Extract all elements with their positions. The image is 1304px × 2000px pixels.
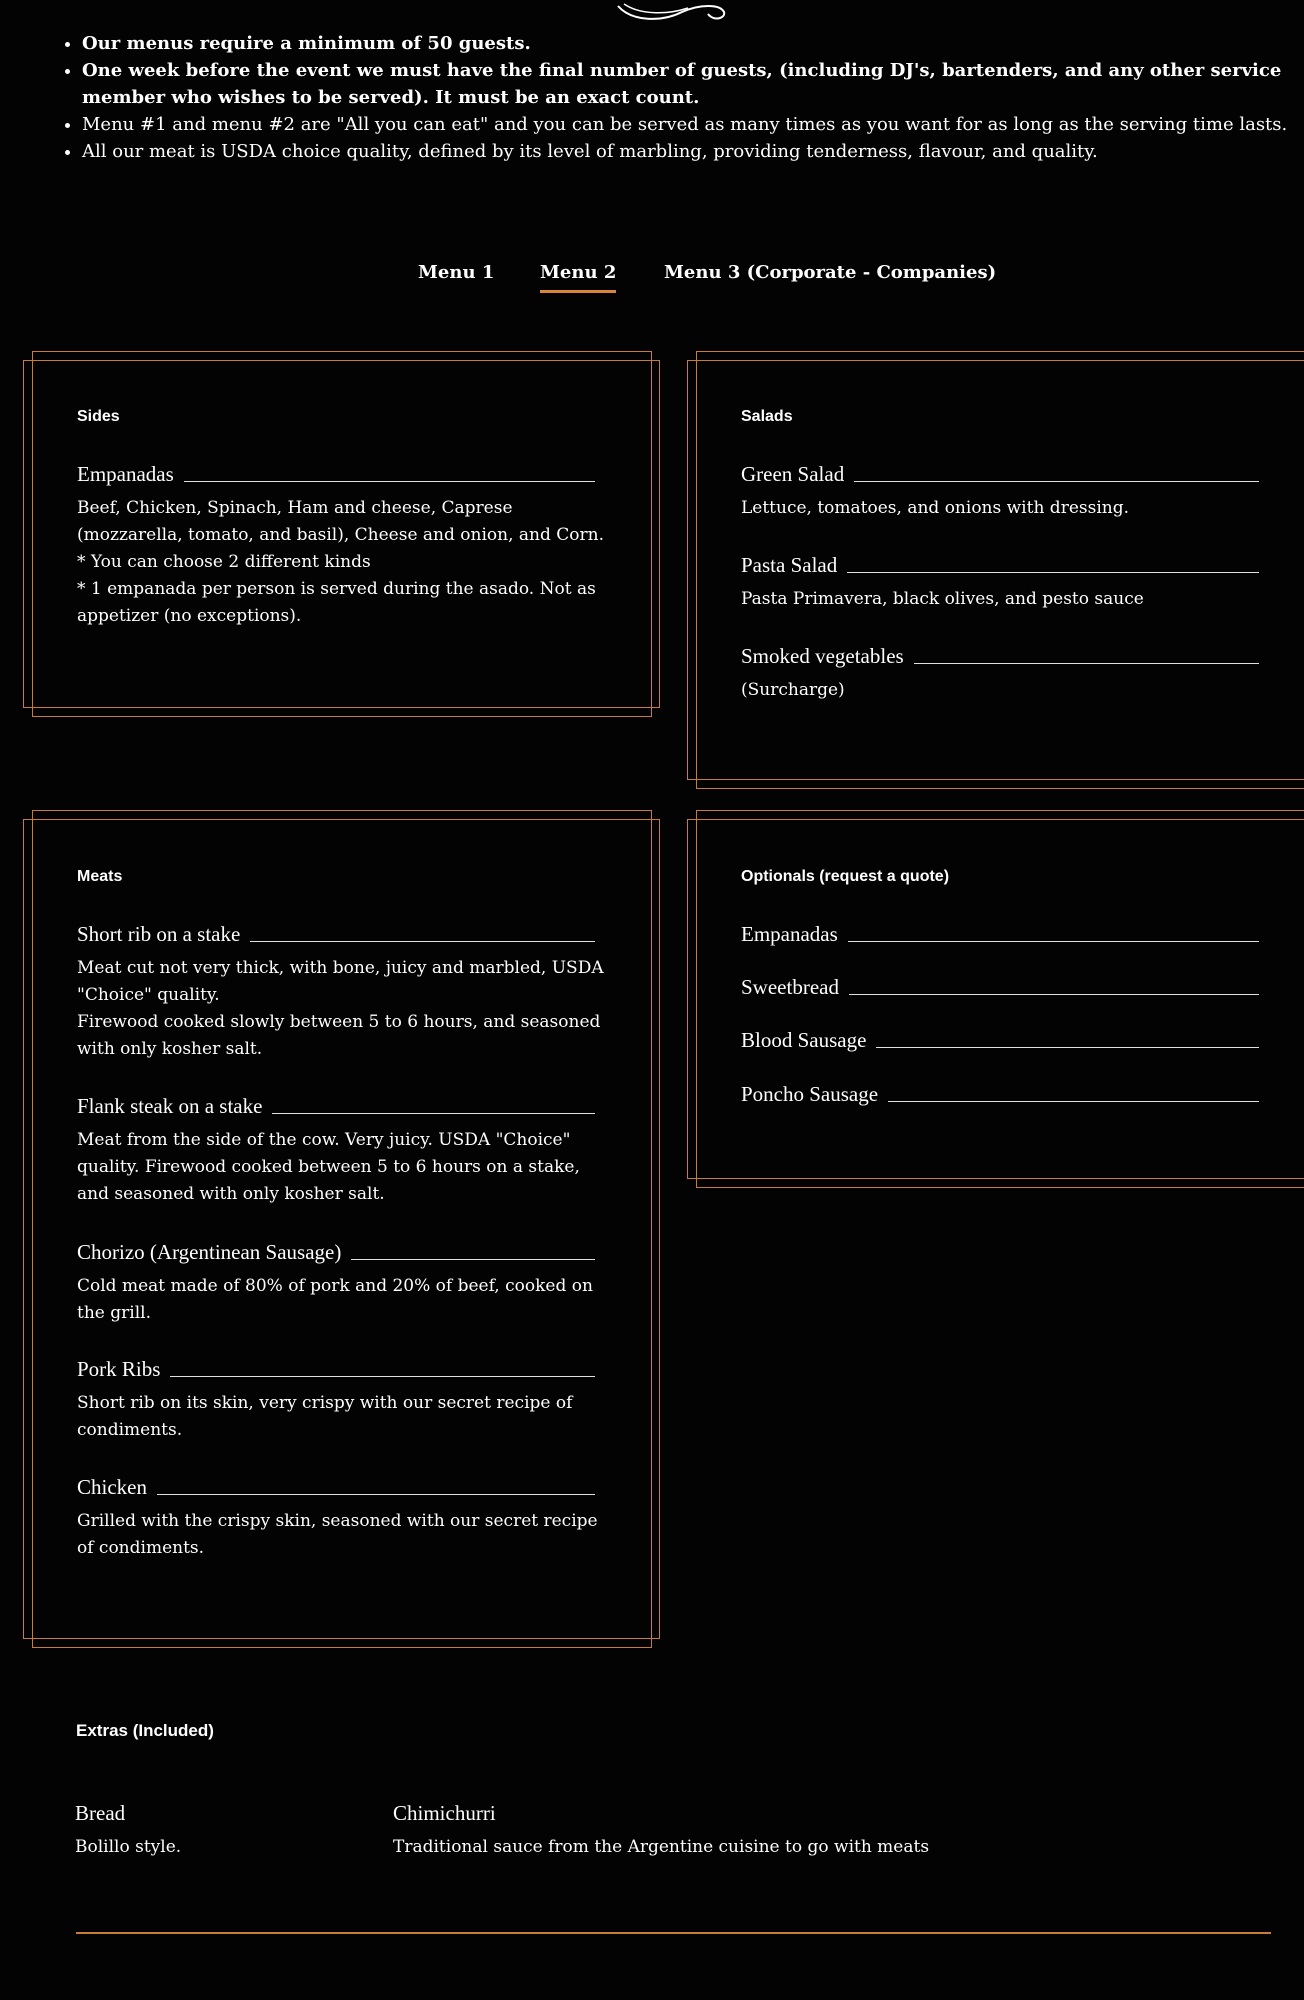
item-name: Pork Ribs <box>77 1357 161 1381</box>
item-name: Sweetbread <box>741 975 839 999</box>
extras-title: Extras (Included) <box>76 1721 214 1740</box>
item-desc: Pasta Primavera, black olives, and pesto sauce <box>741 589 1144 609</box>
item-desc: Grilled with the crispy skin, seasoned with our secret recipe of condiments. <box>77 1511 598 1558</box>
item-name: Blood Sausage <box>741 1028 867 1052</box>
note-item: • One week before the event we must have the final number of guests, (including DJ's, bartenders, and any other service member who wishes to be served). It must be an exact count. <box>82 57 1304 111</box>
meats-card <box>23 810 660 1648</box>
card-title: Sides <box>77 408 120 425</box>
item-name: Poncho Sausage <box>741 1082 879 1106</box>
item-divider <box>914 663 1259 664</box>
item-name: Pasta Salad <box>741 553 838 577</box>
item-name: Chicken <box>77 1475 147 1499</box>
item-divider <box>876 1047 1259 1048</box>
item-name: Short rib on a stake <box>77 922 241 946</box>
item-name: Flank steak on a stake <box>77 1094 263 1118</box>
item-desc: Lettuce, tomatoes, and onions with dressing. <box>741 498 1129 518</box>
salads-card <box>687 351 1304 789</box>
item-desc: Traditional sauce from the Argentine cuisine to go with meats <box>393 1837 930 1857</box>
sides-card <box>23 351 660 717</box>
item-name: Bread <box>75 1801 126 1825</box>
item-divider <box>888 1101 1259 1102</box>
tab-menu-1[interactable]: Menu 1 <box>418 262 495 283</box>
menu-item <box>741 922 1259 947</box>
item-name: Green Salad <box>741 462 845 486</box>
item-divider <box>351 1259 595 1260</box>
item-desc: Short rib on its skin, very crispy with our secret recipe of condiments. <box>77 1393 573 1440</box>
flourish-ornament <box>612 0 732 26</box>
menu-item <box>741 462 1259 522</box>
item-desc: (Surcharge) <box>741 680 845 700</box>
menu-item <box>741 1028 1259 1053</box>
item-divider <box>854 481 1259 482</box>
menu-item <box>77 1475 598 1562</box>
item-divider <box>250 941 595 942</box>
item-divider <box>157 1494 595 1495</box>
item-divider <box>170 1376 595 1377</box>
menu-item <box>77 1357 595 1444</box>
card-title: Optionals (request a quote) <box>741 868 950 885</box>
item-divider <box>849 994 1259 995</box>
extra-item <box>75 1801 181 1861</box>
item-divider <box>847 572 1259 573</box>
menu-item <box>741 1082 1259 1107</box>
card-title: Salads <box>741 408 793 425</box>
note-item: • Menu #1 and menu #2 are "All you can eat" and you can be served as many times as you want for as long as the serving time lasts. <box>82 111 1304 138</box>
menu-item <box>741 644 1259 704</box>
tab-menu-3[interactable]: Menu 3 (Corporate - Companies) <box>664 262 997 283</box>
menu-item <box>77 462 604 630</box>
menu-item <box>77 1240 595 1327</box>
footer-divider <box>76 1932 1271 1934</box>
menu-tabs <box>0 262 1304 302</box>
item-name: Empanadas <box>741 922 838 946</box>
item-divider <box>848 941 1259 942</box>
menu-item <box>741 553 1259 613</box>
item-desc: Bolillo style. <box>75 1837 182 1857</box>
card-title: Meats <box>77 868 123 885</box>
item-desc: Cold meat made of 80% of pork and 20% of beef, cooked on the grill. <box>77 1276 593 1323</box>
item-name: Chorizo (Argentinean Sausage) <box>77 1240 342 1264</box>
item-divider <box>184 481 595 482</box>
item-name: Smoked vegetables <box>741 644 904 668</box>
menu-item <box>77 1094 595 1208</box>
menu-item <box>77 922 604 1063</box>
note-item: • Our menus require a minimum of 50 guests. <box>82 30 1304 57</box>
item-name: Chimichurri <box>393 1801 496 1825</box>
item-desc: Beef, Chicken, Spinach, Ham and cheese, Caprese (mozzarella, tomato, and basil), Cheese and onion, and Corn. * You can choose 2 different kinds * 1 empanada per person is served during the asado. Not as appetizer (no exceptions). <box>77 498 604 626</box>
tab-menu-2[interactable]: Menu 2 <box>540 262 617 283</box>
item-divider <box>272 1113 595 1114</box>
notes-list <box>62 30 1304 165</box>
item-desc: Meat cut not very thick, with bone, juicy and marbled, USDA "Choice" quality. Firewood cooked slowly between 5 to 6 hours, and seasoned with only kosher salt. <box>77 958 604 1059</box>
optionals-card <box>687 810 1304 1188</box>
menu-item <box>741 975 1259 1000</box>
extra-item <box>393 1801 929 1861</box>
item-name: Empanadas <box>77 462 174 486</box>
note-item: • All our meat is USDA choice quality, defined by its level of marbling, providing tenderness, flavour, and quality. <box>82 138 1304 165</box>
item-desc: Meat from the side of the cow. Very juicy. USDA "Choice" quality. Firewood cooked between 5 to 6 hours on a stake, and seasoned with only kosher salt. <box>77 1130 580 1204</box>
